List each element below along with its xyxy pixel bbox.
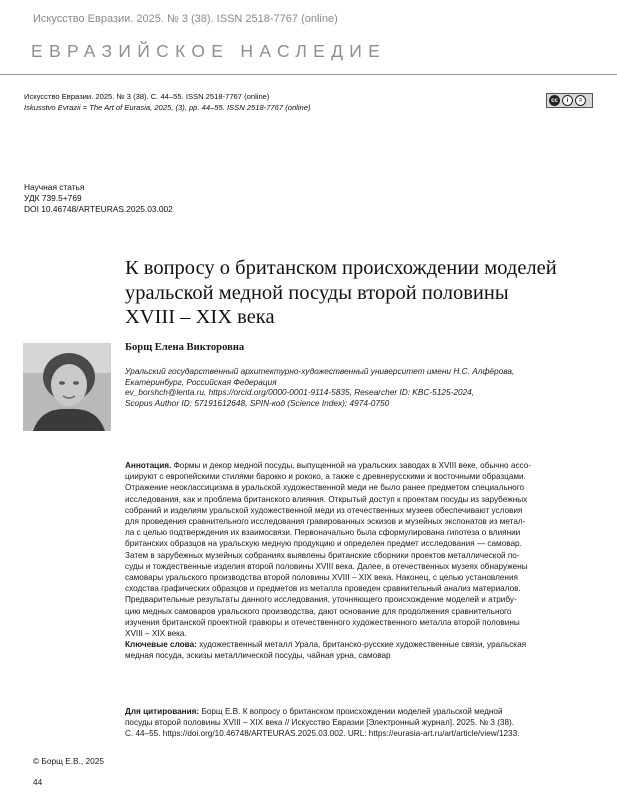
abstract-line: цию медных самоваров уральского производства, дают основание для продолжения сравнительного <box>125 606 512 616</box>
author-photo <box>23 343 111 431</box>
abstract-line: циируют с европейскими стилями барокко и рококо, а также с древнерусскими и восточными образцами. <box>125 472 526 482</box>
author-contacts[interactable]: ev_borshch@lenta.ru, https://orcid.org/0000-0001-9114-5835, Researcher ID: KBC-5125-2024, <box>125 387 475 398</box>
abstract-line: Затем в зарубежных музейных собраниях выявлены британские сборники проектов металлической по- <box>125 550 520 560</box>
author-portrait-image <box>23 343 111 431</box>
abstract-line: собраний и изделиям уральской художественной меди из отечественных музеев обеспечивают условия <box>125 505 523 515</box>
cite-first-line <box>125 706 593 717</box>
abstract-text: Формы и декор медной посуды, выпущенной на уральских заводах в XVIII веке, обычно ассо- <box>173 461 532 470</box>
author-affiliation <box>125 366 514 408</box>
title-line: К вопросу о британском происхождении моделей <box>125 257 557 279</box>
cite-text: Борщ Е.В. К вопросу о британском происхождении моделей уральской медной <box>201 707 503 716</box>
attribution-icon: i <box>562 95 573 106</box>
title-line: XVIII – XIX века <box>125 306 275 328</box>
abstract-line: британских образцов на уральскую медную продукцию и определен предмет исследования — самовар. <box>125 539 522 549</box>
abstract-line: ла с целью подтверждения их взаимосвязи. Первоначально была сформулирована гипотеза о влиянии <box>125 528 521 538</box>
article-title <box>125 256 585 330</box>
abstract-line: Отражение неоклассицизма в уральской художественной меди не было ранее предметом специального <box>125 483 525 493</box>
article-type: Научная статья <box>24 182 85 192</box>
no-derivatives-icon: = <box>575 95 586 106</box>
udc-code: УДК 739.5+769 <box>24 193 82 203</box>
citation-block <box>24 91 311 113</box>
cite-line: посуды второй половины XVIII – XIX века // Искусство Евразии [Электронный журнал]. 2025. № 3 (38). <box>125 718 515 728</box>
author-ids: Scopus Author ID: 57191612648, SPIN-код (Science Index): 4974-0750 <box>125 397 390 408</box>
abstract-line: для проведения сравнительного исследования гравированных эскизов и музейных экспонатов из метал- <box>125 517 526 527</box>
abstract-line: изучения британской проектной гравюры и отечественного художественного металла второй половины <box>125 617 520 627</box>
affiliation-line: Уральский государственный архитектурно-художественный университет имени Н.С. Алфёрова, <box>125 366 515 376</box>
running-header: Искусство Евразии. 2025. № 3 (38). ISSN 2518-7767 (online) <box>33 13 338 25</box>
title-line: уральской медной посуды второй половины <box>125 281 509 304</box>
author-name: Борщ Елена Викторовна <box>125 342 245 353</box>
abstract <box>125 460 593 662</box>
copyright: © Борщ Е.В., 2025 <box>33 756 104 766</box>
abstract-line: суды и тождественные изделия второй половины XVIII века. Далее, в отечественных музеях обнаружены <box>125 561 528 571</box>
doi[interactable]: DOI 10.46748/ARTEURAS.2025.03.002 <box>24 204 173 214</box>
abstract-first-line <box>125 460 593 471</box>
abstract-line: сходства графических образцов и предметов из металла проведен сравнительный анализ материалов. <box>125 584 521 594</box>
keywords-first-line <box>125 639 593 650</box>
how-to-cite <box>125 706 593 740</box>
cc-license-badge[interactable] <box>546 93 593 108</box>
abstract-line: Предварительные результаты данного исследования, уточняющего происхождение моделей и атрибу- <box>125 595 517 605</box>
abstract-line: XVIII – XIX века. <box>125 629 187 639</box>
cite-line-links[interactable]: С. 44–55. https://doi.org/10.46748/ARTEURAS.2025.03.002. URL: https://eurasia-art.ru/art/article/view/1233. <box>125 729 520 739</box>
cc-icon: cc <box>549 95 560 106</box>
abstract-line: исследования, как и проблема британского влияния. Открытый доступ к проектам посуды из зарубежных <box>125 494 528 504</box>
cite-label: Для цитирования: <box>125 707 200 716</box>
affiliation-line: Екатеринбург, Российская Федерация <box>125 376 277 387</box>
header-divider <box>0 74 617 75</box>
page-number: 44 <box>33 777 43 787</box>
abstract-label: Аннотация. <box>125 461 172 470</box>
article-meta <box>24 182 173 215</box>
abstract-line: самовары уральского производства второй половины XVIII – XIX века. Наконец, с целью установления <box>125 573 518 583</box>
keywords-text: художественный металл Урала, британско-русские художественные связи, уральская <box>199 640 527 650</box>
journal-name: ЕВРАЗИЙСКОЕ НАСЛЕДИЕ <box>31 41 387 61</box>
keywords-label: Ключевые слова: <box>125 640 197 650</box>
citation-line-en: Iskusstvo Evrazii = The Art of Eurasia, 2025, (3), pp. 44–55. ISSN 2518-7767 (online) <box>24 103 311 112</box>
citation-line-ru: Искусство Евразии. 2025. № 3 (38). С. 44–55. ISSN 2518-7767 (online) <box>24 92 270 101</box>
keywords-line: медная посуда, эскизы металлической посуды, чайная урна, самовар <box>125 651 391 661</box>
